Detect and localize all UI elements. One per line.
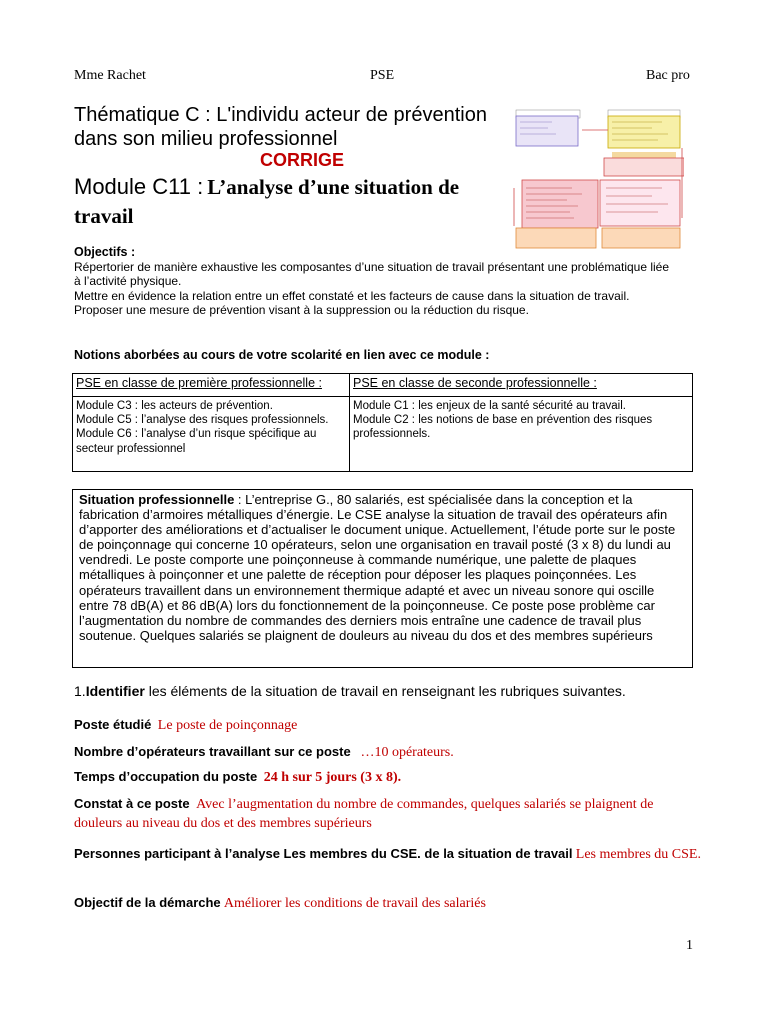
field-poste: Poste étudié Le poste de poinçonnage <box>74 717 298 733</box>
notions-cell-second <box>350 397 693 472</box>
question-verb: Identifier <box>85 683 145 699</box>
situation-box <box>72 489 693 668</box>
notion-item: Module C2 : les notions de base en prévention des risques professionnels. <box>353 414 653 441</box>
answer-poste: Le poste de poinçonnage <box>157 718 298 733</box>
objective-item: Répertorier de manière exhaustive les composantes d’une situation de travail présentant une problématique liée à l’activité physique. <box>74 259 670 289</box>
notions-table <box>72 373 693 472</box>
field-constat: Constat à ce poste Avec l’augmentation du nombre de commandes, quelques salariés se plaignent de douleurs au niveau du dos et des membres supérieurs <box>74 796 654 831</box>
answer-constat: Avec l’augmentation du nombre de commandes, quelques salariés se plaignent de douleurs au niveau du dos et des membres supérieurs <box>74 797 654 831</box>
field-operateurs: Nombre d’opérateurs travaillant sur ce poste …10 opérateurs. <box>74 744 454 760</box>
header-level: Bac pro <box>646 68 690 83</box>
module-title <box>74 174 514 232</box>
objectives-heading: Objectifs : <box>74 245 136 259</box>
field-objectif: Objectif de la démarche Améliorer les conditions de travail des salariés <box>74 895 486 911</box>
notions-cell-first <box>73 397 350 472</box>
header-author: Mme Rachet <box>74 68 146 83</box>
notion-item: Module C3 : les acteurs de prévention. <box>76 400 273 412</box>
answer-objectif: Améliorer les conditions de travail des salariés <box>223 896 486 911</box>
answer-operateurs: …10 opérateurs. <box>360 745 454 760</box>
notion-item: Module C1 : les enjeux de la santé sécurité au travail. <box>353 400 626 412</box>
answer-personnes: Les membres du CSE. <box>575 847 701 862</box>
notions-heading: Notions aborbées au cours de votre scolarité en lien avec ce module : <box>74 348 490 362</box>
situation-text: : L’entreprise G., 80 salariés, est spécialisée dans la conception et la fabrication d’armoires métalliques d’énergie. Le CSE analyse la situation de travail des opérateurs afin d’apporter des améliorations et d’actualiser le document unique. Actuellement, l’étude porte sur le poste de poinçonnage qui concerne 10 opérateurs, selon une organisation en travail posté (3 x 8) du lundi au vendredi. Le poste comporte une poinçonneuse à commande numérique, une palette de plaques métalliques à poinçonner et une palette de réception pour déposer les plaques poinçonnées. Les opérateurs travaillent dans un environnement thermique adapté et avec un niveau sonore qui oscille entre 78 dB(A) et 86 dB(A) lors du fonctionnement de la poinçonneuse. Ce poste pose problème car l’augmentation du nombre de commandes des derniers mois entraîne une cadence de travail plus soutenue. Quelques salariés se plaignent de douleurs au niveau du dos et des membres supérieurs <box>79 492 676 643</box>
notions-header-second: PSE en classe de seconde professionnelle : <box>350 374 693 397</box>
objective-item: Mettre en évidence la relation entre un effet constaté et les facteurs de cause dans la situation de travail. <box>74 288 630 303</box>
question-1: 1.Identifier les éléments de la situation de travail en renseignant les rubriques suivantes. <box>74 683 626 699</box>
analysis-diagram-image <box>512 108 684 250</box>
notions-header-first: PSE en classe de première professionnelle : <box>73 374 350 397</box>
page-number: 1 <box>686 938 693 953</box>
situation-label: Situation professionnelle <box>79 492 235 507</box>
objectives-section <box>74 245 674 318</box>
field-personnes: Personnes participant à l’analyse Les membres du CSE. de la situation de travail Les membres du CSE. <box>74 846 701 862</box>
thematique-title: Thématique C : L'individu acteur de prévention dans son milieu professionnel <box>74 104 487 150</box>
notion-item: Module C5 : l’analyse des risques professionnels. <box>76 414 329 427</box>
answer-temps: 24 h sur 5 jours (3 x 8). <box>263 770 402 785</box>
objective-item: Proposer une mesure de prévention visant à la suppression ou la réduction du risque. <box>74 303 529 318</box>
field-temps: Temps d’occupation du poste 24 h sur 5 jours (3 x 8). <box>74 769 402 785</box>
module-name: L’analyse d’une situation de travail <box>74 175 460 228</box>
notion-item: Module C6 : l’analyse d’un risque spécifique au secteur professionnel <box>76 428 317 455</box>
module-prefix: Module C11 : <box>74 174 204 199</box>
corrige-label: CORRIGE <box>260 150 345 170</box>
header-subject: PSE <box>370 68 395 83</box>
